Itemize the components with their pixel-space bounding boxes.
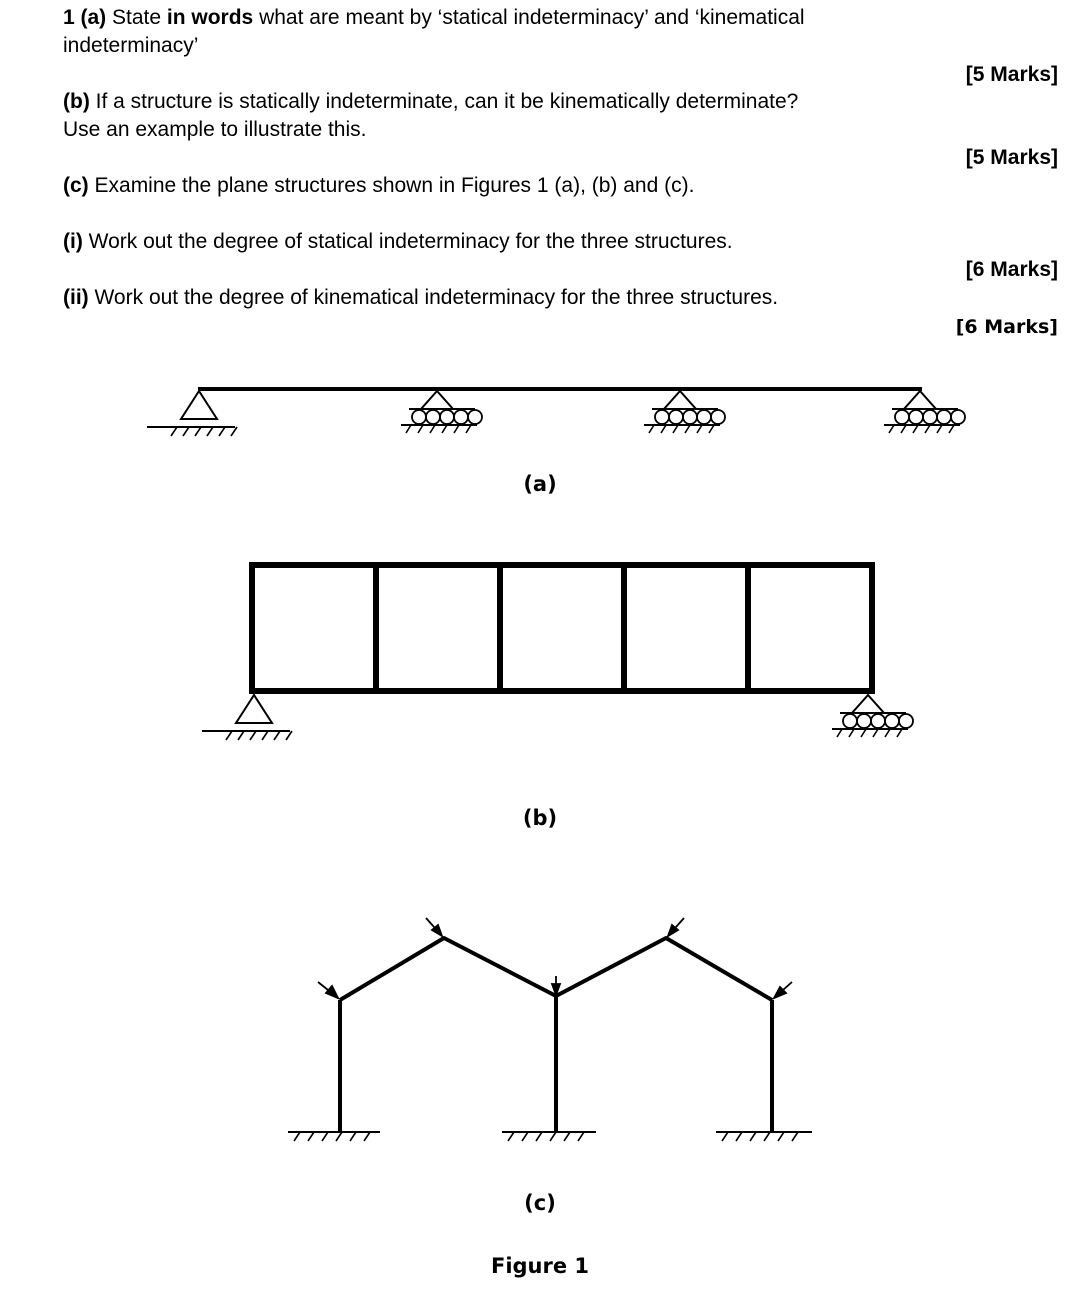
marks-1ci: [6 Marks] [965,258,1058,281]
marks-1a: [5 Marks] [965,63,1058,86]
figure-title: Figure 1 [490,1254,590,1278]
figure-a-beam [0,0,1080,470]
question-1a-text-1: State [106,6,167,29]
roller-support-b [832,695,913,737]
question-1c-label: (c) [63,174,89,197]
question-1b-text-1: If a structure is statically indeterminate, can it be kinematically determinate? [89,90,799,113]
question-1ci-label: (i) [63,230,83,253]
question-1ci-text: Work out the degree of statical indeterminacy for the three structures. [82,230,733,253]
marks-1cii: [6 Marks] [955,316,1058,338]
pin-support-a [147,391,237,436]
question-1a-text-3: indeterminacy’ [63,34,199,57]
roller-support-a2 [644,391,725,433]
question-1cii-text: Work out the degree of kinematical indeterminacy for the three structures. [88,286,779,309]
marks-1b: [5 Marks] [965,146,1058,169]
frame-outline [252,565,872,691]
question-1cii-label: (ii) [63,286,89,309]
figure-c-portal-frame [0,900,1080,1200]
question-1b-label: (b) [63,90,90,113]
caption-b: (b) [522,806,558,830]
question-1b-text-2: Use an example to illustrate this. [63,118,367,141]
figure-b-frame [0,540,1080,840]
question-1a-emphasis: in words [166,6,254,29]
caption-c: (c) [524,1191,556,1215]
question-number: 1 (a) [63,6,107,29]
question-1a-text-2: what are meant by ‘statical indeterminacy’ and ‘kinematical [253,6,805,29]
caption-a: (a) [523,472,557,496]
roller-support-a1 [401,391,482,433]
question-1c-text: Examine the plane structures shown in Figures 1 (a), (b) and (c). [88,174,695,197]
roller-support-a3 [884,391,965,433]
pin-support-b [202,695,292,740]
